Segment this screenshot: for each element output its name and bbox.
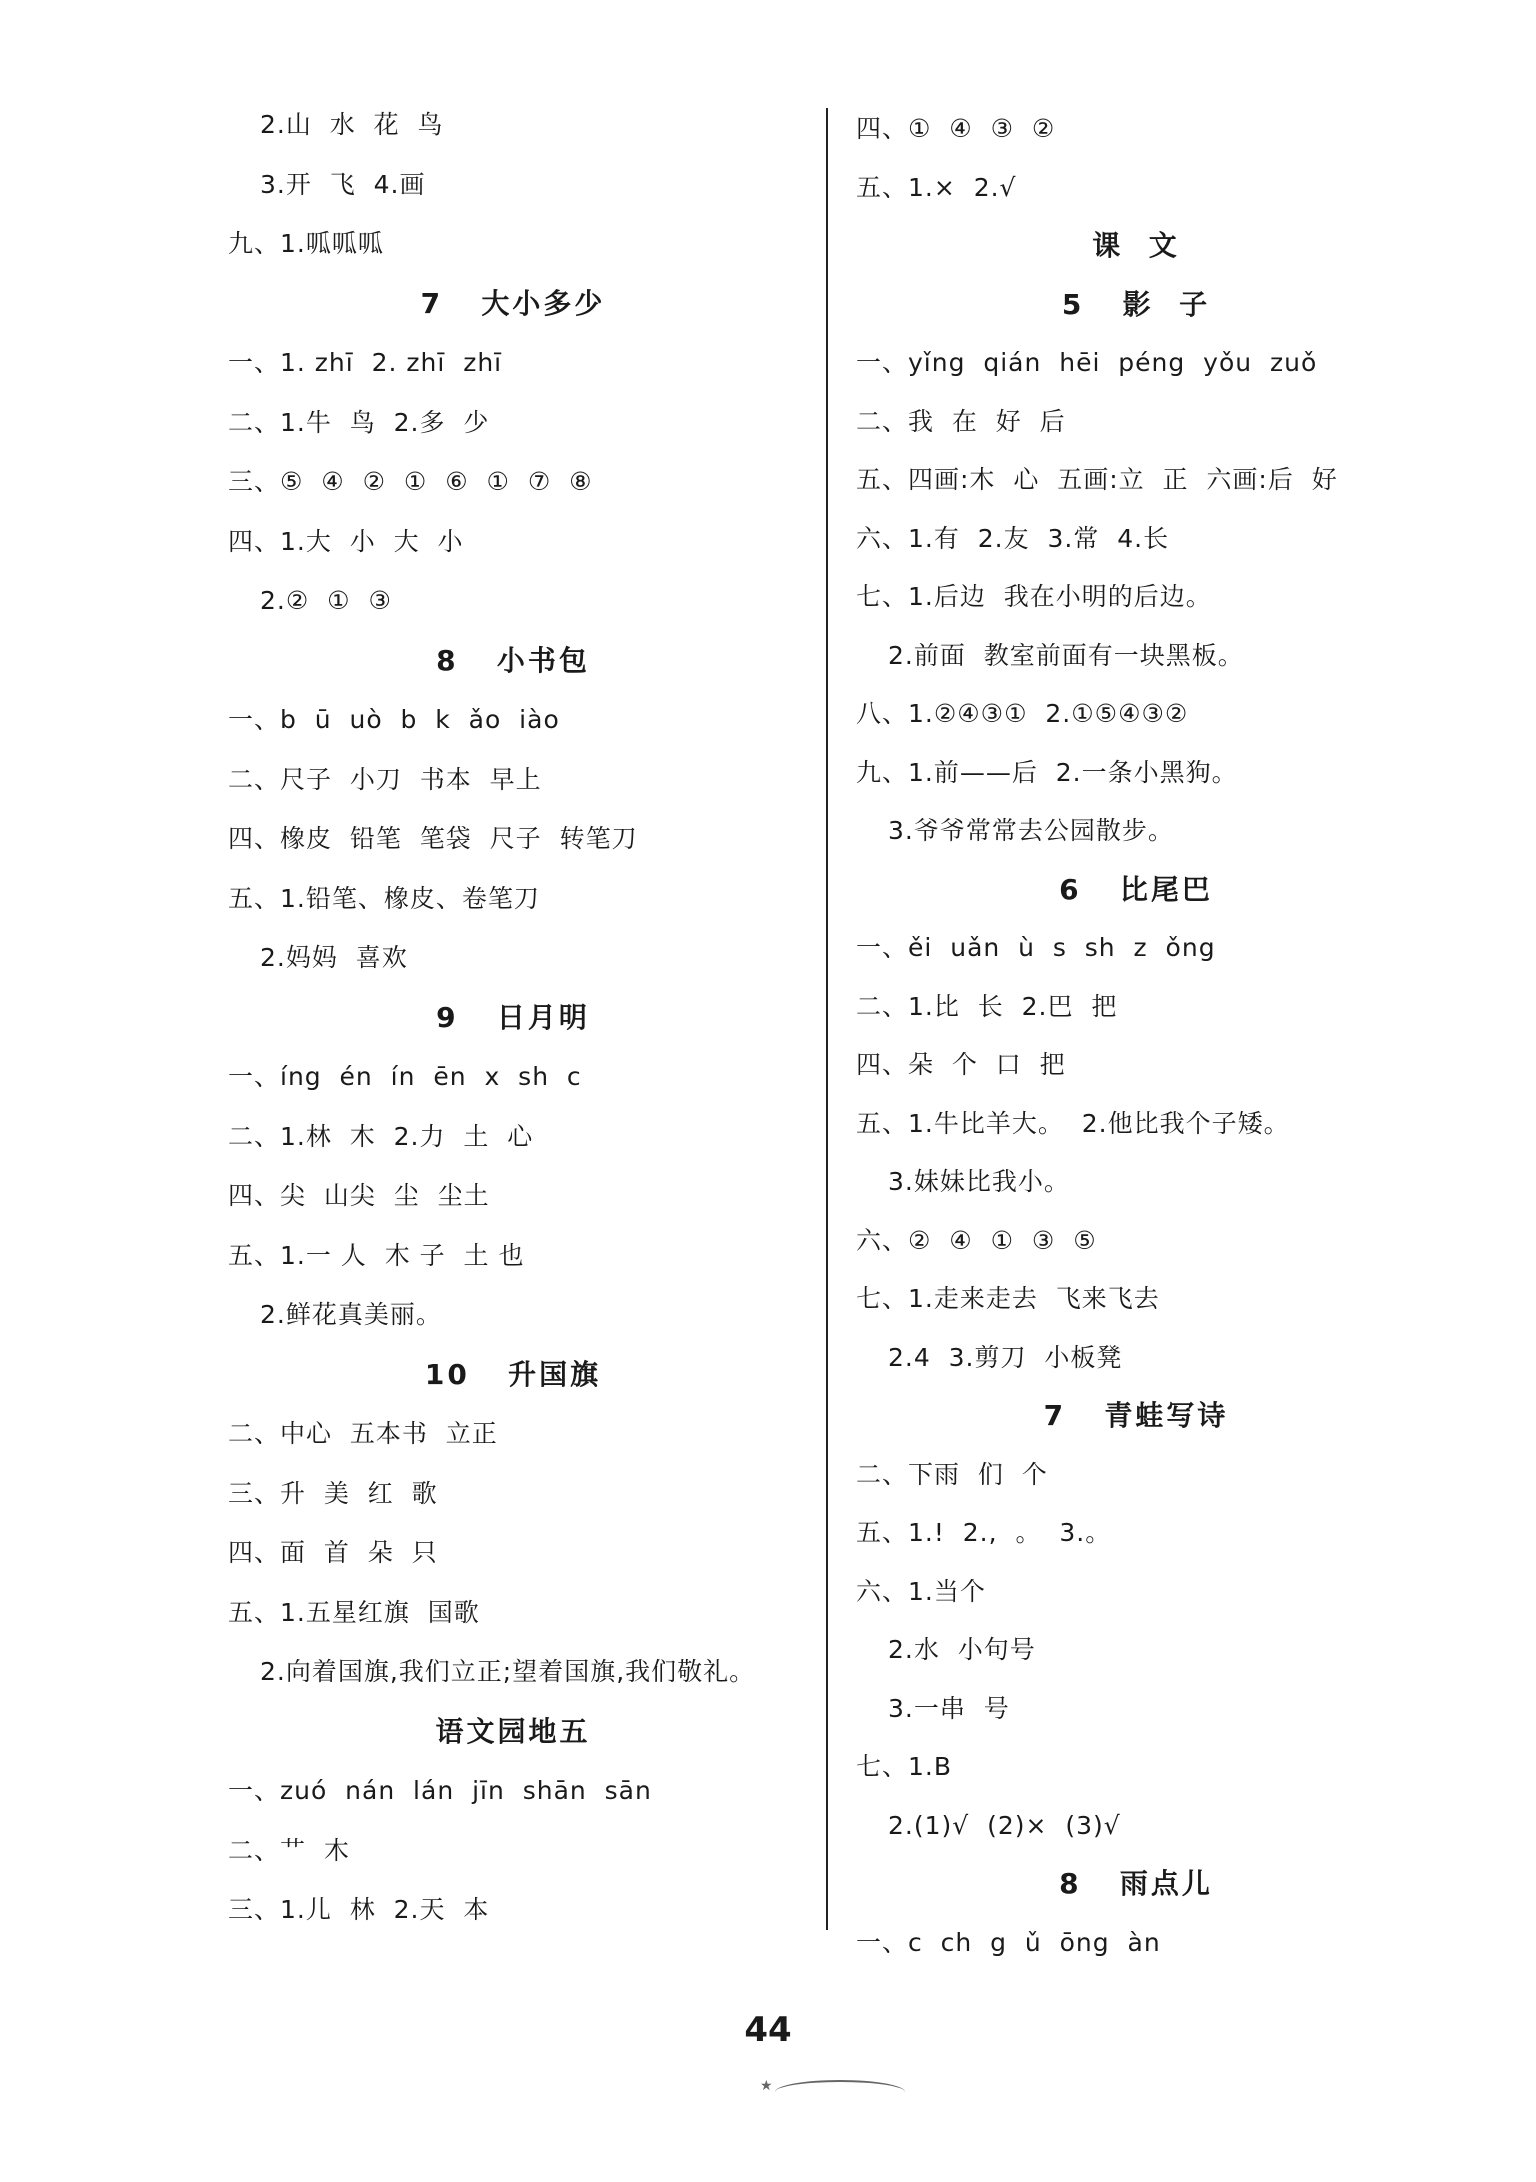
answer-line: 五、1.! 2., 。 3.。 [856, 1518, 1112, 1547]
answer-line: 四、① ④ ③ ② [856, 114, 1056, 143]
answer-line: 四、橡皮 铅笔 笔袋 尺子 转笔刀 [228, 824, 638, 853]
section-heading: 课 文 [1092, 229, 1180, 262]
left-column [228, 95, 798, 1940]
answer-line: 2.② ① ③ [260, 586, 392, 615]
answer-line: 五、1.一 人 木 子 土 也 [228, 1240, 525, 1270]
answer-line: 3.妹妹比我小。 [888, 1167, 1070, 1196]
answer-line: 五、1.铅笔、橡皮、卷笔刀 [228, 883, 540, 913]
footer-swoosh [775, 2080, 905, 2092]
answer-line: 四、1.大 小 大 小 [228, 526, 464, 556]
answer-line: 五、1.牛比羊大。 2.他比我个子矮。 [856, 1108, 1290, 1138]
answer-line: 2.妈妈 喜欢 [260, 943, 408, 972]
answer-line: 一、1. zhī 2. zhī zhī [228, 348, 503, 377]
answer-line: 3.一串 号 [888, 1693, 1010, 1723]
answer-line: 二、中心 五本书 立正 [228, 1419, 498, 1448]
answer-line: 二、我 在 好 后 [856, 406, 1066, 436]
section-heading: 7 大小多少 [420, 286, 606, 320]
answer-line: 六、② ④ ① ③ ⑤ [856, 1225, 1097, 1255]
answer-line: 三、1.儿 林 2.天 本 [228, 1895, 490, 1924]
answer-line: 二、下雨 们 个 [856, 1459, 1048, 1489]
answer-line: 五、1.五星红旗 国歌 [228, 1597, 480, 1627]
section-heading: 8 雨点儿 [1059, 1867, 1213, 1900]
answer-line: 二、艹 木 [228, 1835, 350, 1865]
answer-line: 一、ěi uǎn ù s sh z ǒng [856, 933, 1216, 962]
page-footer [0, 2010, 1536, 2050]
section-heading: 7 青蛙写诗 [1043, 1399, 1229, 1432]
section-heading: 5 影 子 [1061, 287, 1211, 321]
answer-line: 四、尖 山尖 尘 尘土 [228, 1181, 490, 1210]
answer-line: 八、1.②④③① 2.①⑤④③② [856, 699, 1189, 728]
answer-line: 一、b ū uò b k ǎo iào [228, 705, 560, 734]
answer-line: 三、⑤ ④ ② ① ⑥ ① ⑦ ⑧ [228, 467, 593, 496]
answer-line: 七、1.后边 我在小明的后边。 [856, 582, 1212, 611]
answer-line: 2.(1)√ (2)× (3)√ [888, 1810, 1121, 1840]
answer-line: 一、íng én ín ēn x sh c [228, 1062, 582, 1091]
answer-line: 三、升 美 红 歌 [228, 1478, 438, 1508]
section-heading: 语文园地五 [435, 1714, 591, 1748]
answer-line: 九、1.前——后 2.一条小黑狗。 [856, 757, 1238, 787]
answer-line: 3.爷爷常常去公园散步。 [888, 816, 1174, 845]
answer-line: 五、四画:木 心 五画:立 正 六画:后 好 [856, 465, 1338, 494]
section-heading: 9 日月明 [436, 1000, 590, 1034]
answer-line: 四、面 首 朵 只 [228, 1538, 438, 1567]
answer-line: 二、1.比 长 2.巴 把 [856, 991, 1118, 1021]
answer-line: 七、1.B [856, 1752, 953, 1781]
column-divider [826, 108, 828, 1930]
answer-line: 六、1.有 2.友 3.常 4.长 [856, 523, 1170, 553]
answer-line: 一、zuó nán lán jīn shān sān [228, 1776, 652, 1805]
answer-line: 2.山 水 花 鸟 [260, 110, 444, 139]
page-number: 44 [744, 2010, 792, 2050]
answer-line: 2.水 小句号 [888, 1635, 1036, 1664]
section-heading: 6 比尾巴 [1059, 872, 1213, 906]
section-heading: 10 升国旗 [424, 1357, 602, 1391]
answer-line: 七、1.走来走去 飞来飞去 [856, 1284, 1160, 1313]
answer-line: 3.开 飞 4.画 [260, 169, 426, 199]
answer-line: 九、1.呱呱呱 [228, 229, 384, 258]
right-column [856, 100, 1416, 1972]
answer-line: 2.向着国旗,我们立正;望着国旗,我们敬礼。 [260, 1657, 756, 1686]
answer-line: 2.鲜花真美丽。 [260, 1300, 442, 1329]
answer-line: 一、c ch g ǔ ōng àn [856, 1927, 1161, 1957]
answer-line: 六、1.当个 [856, 1576, 986, 1606]
answer-line: 二、尺子 小刀 书本 早上 [228, 764, 542, 794]
answer-line: 四、朵 个 口 把 [856, 1050, 1066, 1079]
answer-line: 二、1.牛 鸟 2.多 少 [228, 407, 490, 437]
answer-line: 五、1.× 2.√ [856, 172, 1017, 202]
answer-line: 二、1.林 木 2.力 土 心 [228, 1121, 534, 1151]
star-icon: ★ [760, 2078, 773, 2094]
section-heading: 8 小书包 [436, 643, 590, 677]
answer-line: 2.前面 教室前面有一块黑板。 [888, 640, 1244, 670]
answer-line: 2.4 3.剪刀 小板凳 [888, 1342, 1123, 1372]
answer-line: 一、yǐng qián hēi péng yǒu zuǒ [856, 348, 1318, 377]
